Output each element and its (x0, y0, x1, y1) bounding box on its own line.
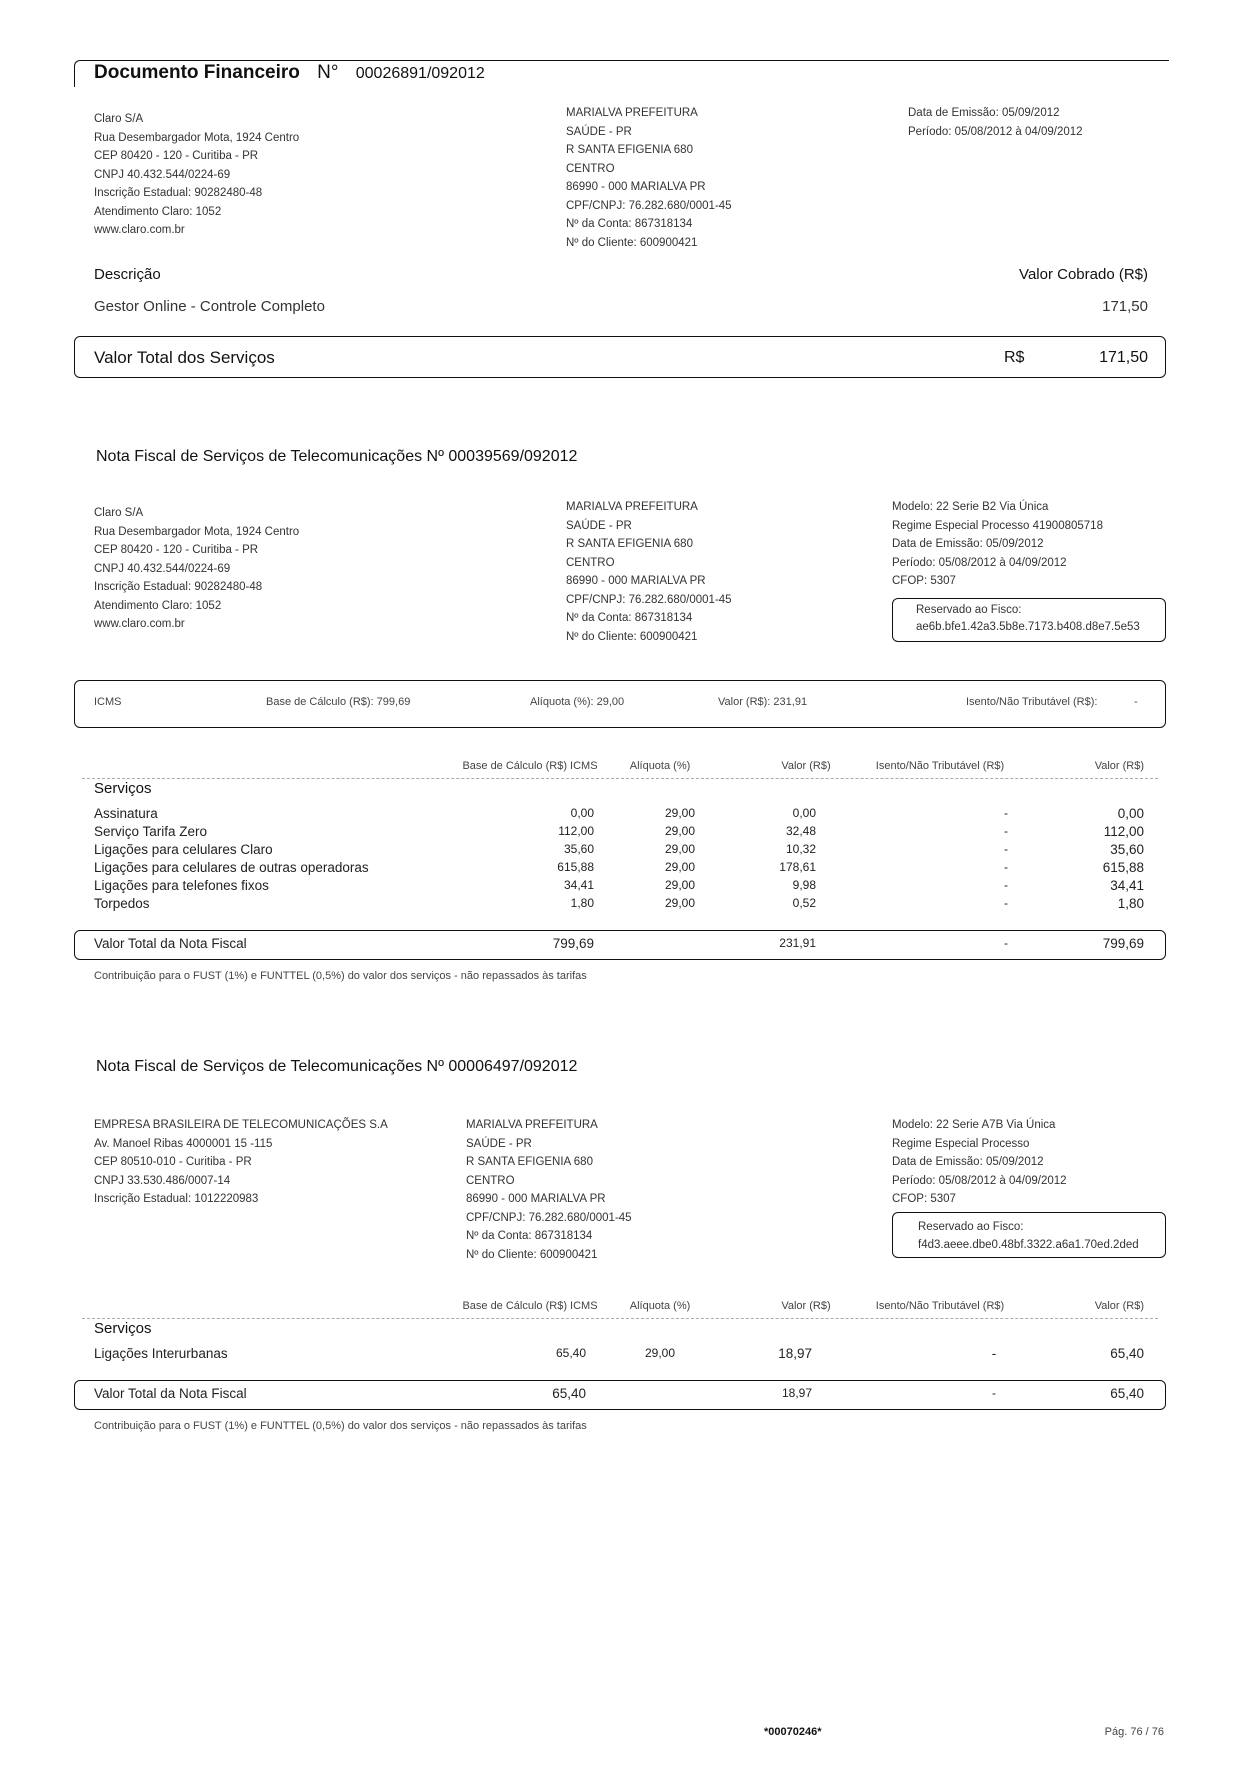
nf2-col-isento-header: Isento/Não Tributável (R$) (875, 1300, 1005, 1312)
nf1-client: MARIALVA PREFEITURA SAÚDE - PR R SANTA EFIGENIA 680 CENTRO 86990 - 000 MARIALVA PR CPF/CNPJ: 76.282.680/0001-45 Nº da Conta: 867318134 Nº do Cliente: 600900421 (566, 501, 732, 643)
nf1-emitter: Claro S/A Rua Desembargador Mota, 1924 Centro CEP 80420 - 120 - Curitiba - PR CNPJ 40.432.544/0224-69 Inscrição Estadual: 90282480-48 Atendimento Claro: 1052 www.claro.com.br (94, 507, 300, 630)
nf1-note: Contribuição para o FUST (1%) e FUNTTEL (0,5%) do valor dos serviços - não repassados às tarifas (94, 970, 587, 982)
doc-fin-title: Documento Financeiro N° 00026891/092012 (94, 62, 485, 83)
nf2-col-aliquota-header: Alíquota (%) (629, 1300, 691, 1312)
nf1-title: Nota Fiscal de Serviços de Telecomunicações Nº 00039569/092012 (96, 448, 578, 465)
nf1-header-rule (82, 778, 1158, 779)
nf1-col-base-header: Base de Cálculo (R$) ICMS (462, 760, 598, 772)
icms-base: Base de Cálculo (R$): 799,69 (266, 696, 411, 708)
icms-isento-value: - (1134, 696, 1138, 708)
doc-fin-dates: Data de Emissão: 05/09/2012 Período: 05/08/2012 à 04/09/2012 (908, 107, 1083, 138)
footer-code: *00070246* (764, 1726, 822, 1738)
page-number: Pág. 76 / 76 (1104, 1726, 1164, 1738)
nf2-col-total-header: Valor (R$) (1094, 1300, 1144, 1312)
doc-fin-client: MARIALVA PREFEITURA SAÚDE - PR R SANTA EFIGENIA 680 CENTRO 86990 - 000 MARIALVA PR CPF/CNPJ: 76.282.680/0001-45 Nº da Conta: 867318134 Nº do Cliente: 600900421 (566, 107, 732, 249)
value-header: Valor Cobrado (R$) (1019, 266, 1148, 283)
nf2-reserved: Reservado ao Fisco: f4d3.aeee.dbe0.48bf.3322.a6a1.70ed.2ded (918, 1221, 1139, 1251)
doc-fin-emitter: Claro S/A Rua Desembargador Mota, 1924 Centro CEP 80420 - 120 - Curitiba - PR CNPJ 40.432.544/0224-69 Inscrição Estadual: 90282480-48 Atendimento Claro: 1052 www.claro.com.br (94, 113, 300, 236)
total-currency: R$ (1004, 349, 1025, 366)
item-value: 171,50 (1102, 298, 1148, 315)
nf2-client: MARIALVA PREFEITURA SAÚDE - PR R SANTA EFIGENIA 680 CENTRO 86990 - 000 MARIALVA PR CPF/CNPJ: 76.282.680/0001-45 Nº da Conta: 867318134 Nº do Cliente: 600900421 (466, 1119, 632, 1261)
icms-valor: Valor (R$): 231,91 (718, 696, 808, 708)
nf1-info: Modelo: 22 Serie B2 Via Única Regime Especial Processo 41900805718 Data de Emissão: 05/09/2012 Período: 05/08/2012 à 04/09/2012 CFOP: 5307 (892, 501, 1103, 587)
icms-label: ICMS (94, 696, 122, 708)
nf1-reserved: Reservado ao Fisco: ae6b.bfe1.42a3.5b8e.7173.b408.d8e7.5e53 (916, 604, 1140, 633)
nf1-col-valor-header: Valor (R$) (781, 760, 831, 772)
nf1-section: Serviços (94, 780, 152, 797)
nf1-col-aliquota-header: Alíquota (%) (629, 760, 691, 772)
nf2-col-valor-header: Valor (R$) (781, 1300, 831, 1312)
desc-header: Descrição (94, 266, 161, 283)
total-label: Valor Total dos Serviços (94, 348, 275, 367)
nf2-title: Nota Fiscal de Serviços de Telecomunicações Nº 00006497/092012 (96, 1058, 578, 1075)
nf1-col-total-header: Valor (R$) (1094, 760, 1144, 772)
nf1-col-isento-header: Isento/Não Tributável (R$) (875, 760, 1005, 772)
nf2-col-base-header: Base de Cálculo (R$) ICMS (462, 1300, 598, 1312)
icms-isento: Isento/Não Tributável (R$): (966, 696, 1098, 708)
nf2-note: Contribuição para o FUST (1%) e FUNTTEL (0,5%) do valor dos serviços - não repassados às tarifas (94, 1420, 587, 1432)
nf2-header-rule (82, 1318, 1158, 1319)
nf2-section: Serviços (94, 1320, 152, 1337)
nf2-emitter: EMPRESA BRASILEIRA DE TELECOMUNICAÇÕES S.A Av. Manoel Ribas 4000001 15 -115 CEP 80510-010 - Curitiba - PR CNPJ 33.530.486/0007-14 Inscrição Estadual: 1012220983 (94, 1119, 388, 1205)
item-desc: Gestor Online - Controle Completo (94, 298, 325, 315)
nf2-info: Modelo: 22 Serie A7B Via Única Regime Especial Processo Data de Emissão: 05/09/2012 Período: 05/08/2012 à 04/09/2012 CFOP: 5307 (892, 1119, 1067, 1205)
icms-aliquota: Alíquota (%): 29,00 (530, 696, 625, 708)
total-value: 171,50 (1099, 349, 1148, 366)
